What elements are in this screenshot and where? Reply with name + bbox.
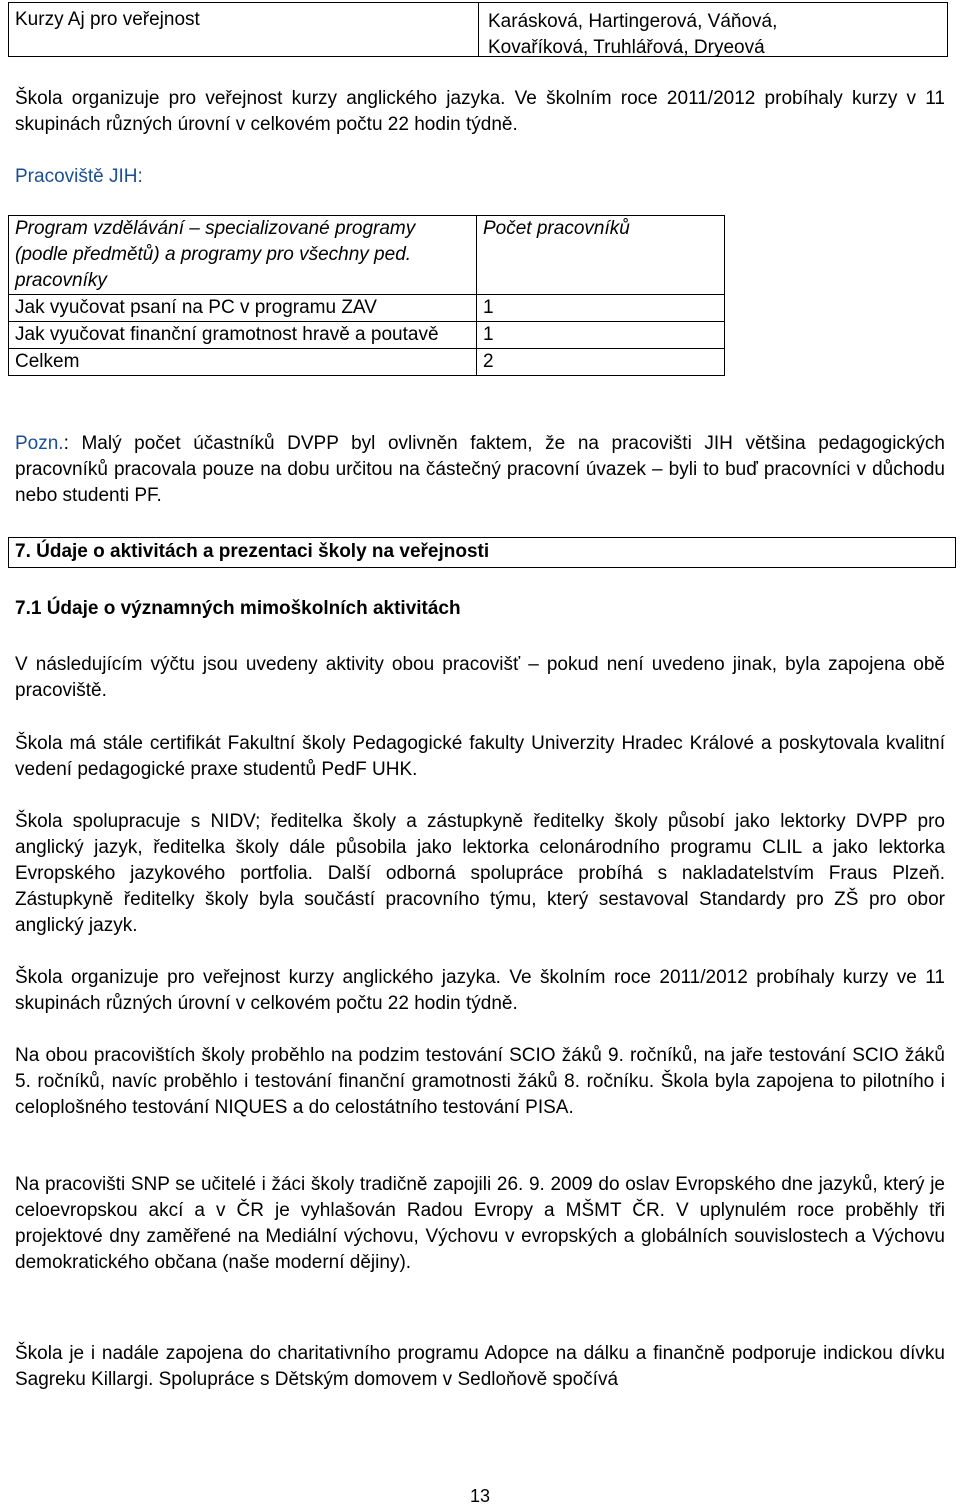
program-table — [8, 215, 725, 376]
header-right-line1: Karásková, Hartingerová, Váňová, — [488, 11, 778, 32]
header-right — [488, 9, 777, 61]
header-right-line2: Kovaříková, Truhlářová, Dryeová — [488, 37, 765, 58]
table-header-row — [9, 216, 725, 295]
page-number: 13 — [469, 1486, 491, 1506]
program-cell: Jak vyučovat finanční gramotnost hravě a poutavě — [9, 322, 477, 349]
paragraph-courses: Škola organizuje pro veřejnost kurzy anglického jazyka. Ve školním roce 2011/2012 probíhaly kurzy ve 11 skupinách různých úrovní v celkovém počtu 22 hodin týdně. — [15, 967, 945, 1014]
table-row — [9, 322, 725, 349]
note-label: Pozn. — [15, 433, 64, 454]
table-row — [9, 295, 725, 322]
paragraph-activities: V následujícím výčtu jsou uvedeny aktivity obou pracovišť – pokud není uvedeno jinak, byla zapojena obě pracoviště. — [15, 654, 945, 701]
section-7-1-heading: 7.1 Údaje o významných mimoškolních aktivitách — [15, 598, 461, 619]
intro-paragraph: Škola organizuje pro veřejnost kurzy anglického jazyka. Ve školním roce 2011/2012 probíhaly kurzy v 11 skupinách různých úrovní v celkovém počtu 22 hodin týdně. — [15, 88, 945, 135]
program-cell: Jak vyučovat psaní na PC v programu ZAV — [9, 295, 477, 322]
note-text: : Malý počet účastníků DVPP byl ovlivněn faktem, že na pracovišti JIH většina pedagogických pracovníků pracovala pouze na dobu určitou na částečný pracovní úvazek – byli to buď pracovníci v důchodu nebo studenti PF. — [15, 433, 945, 506]
count-cell: 1 — [477, 322, 725, 349]
header-divider — [478, 3, 479, 56]
header-box — [8, 2, 948, 57]
total-count-cell: 2 — [477, 349, 725, 376]
count-cell: 1 — [477, 295, 725, 322]
table-total-row — [9, 349, 725, 376]
col2-header: Počet pracovníků — [477, 216, 725, 295]
section-7-heading: 7. Údaje o aktivitách a prezentaci školy na veřejnosti — [8, 537, 956, 568]
paragraph-certificate: Škola má stále certifikát Fakultní školy Pedagogické fakulty Univerzity Hradec Králové a poskytovala kvalitní vedení pedagogické praxe studentů PedF UHK. — [15, 733, 945, 780]
header-left: Kurzy Aj pro veřejnost — [15, 9, 200, 30]
paragraph-testing: Na obou pracovištích školy proběhlo na podzim testování SCIO žáků 9. ročníků, na jaře testování SCIO žáků 5. ročníků, navíc proběhlo i testování finanční gramotnosti žáků 8. ročníku. Škola byla zapojena to pilotního i celoplošného testování NIQUES a do celostátního testování PISA. — [15, 1045, 945, 1118]
paragraph-charity: Škola je i nadále zapojena do charitativního programu Adopce na dálku a finančně podporuje indickou dívku Sagreku Killargi. Spolupráce s Dětským domovem v Sedloňově spočívá — [15, 1343, 945, 1390]
total-label-cell: Celkem — [9, 349, 477, 376]
paragraph-languages-day: Na pracovišti SNP se učitelé i žáci školy tradičně zapojili 26. 9. 2009 do oslav Evropského dne jazyků, který je celoevropskou akcí a v ČR je vyhlašován Radou Evropy a MŠMT ČR. V uplynulém roce proběhly tři projektové dny zaměřené na Mediální výchovu, Výchovu v evropských a globálních souvislostech a Výchovu demokratického občana (naše moderní dějiny). — [15, 1174, 945, 1273]
note-paragraph — [15, 431, 945, 509]
col1-header: Program vzdělávání – specializované programy (podle předmětů) a programy pro všechny ped. pracovníky — [9, 216, 477, 295]
paragraph-nidv: Škola spolupracuje s NIDV; ředitelka školy a zástupkyně ředitelky školy působí jako lektorky DVPP pro anglický jazyk, ředitelka školy dále působila jako lektorka celonárodního programu CLIL a jako lektorka Evropského jazykového portfolia. Další odborná spolupráce probíhá s nakladatelstvím Fraus Plzeň. Zástupkyně ředitelky školy byla součástí pracovního týmu, který sestavoval Standardy pro ZŠ pro obor anglický jazyk. — [15, 811, 945, 936]
workplace-heading: Pracoviště JIH: — [15, 166, 143, 187]
